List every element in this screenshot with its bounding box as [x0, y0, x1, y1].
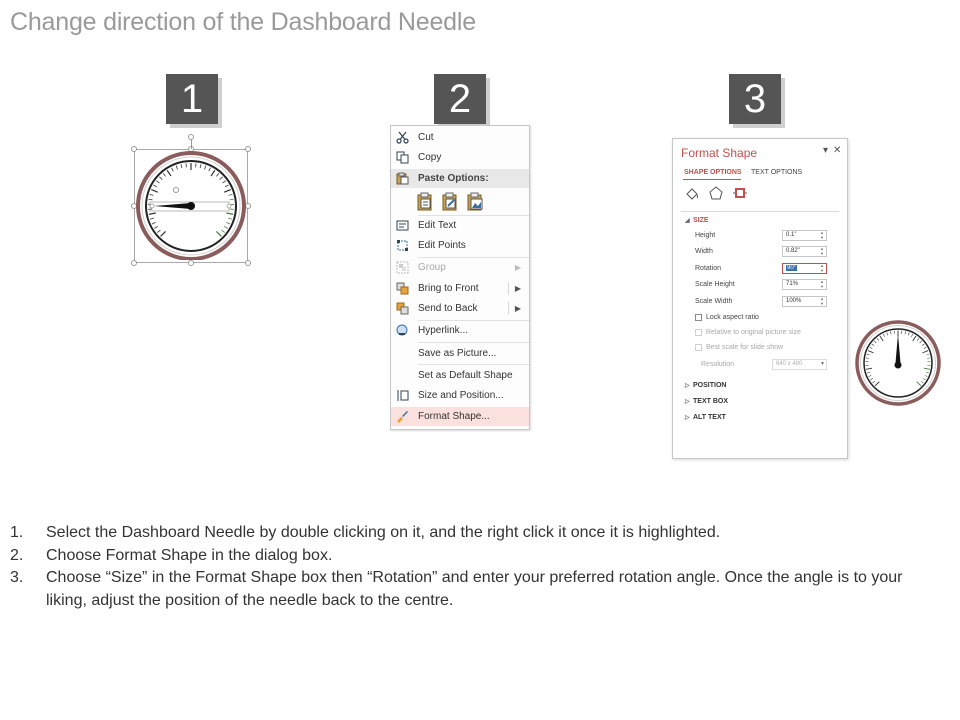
scale-width-label: Scale Width — [695, 298, 733, 305]
menu-item-cut[interactable] — [391, 128, 529, 147]
instruction-text: Choose Format Shape in the dialog box. — [46, 546, 333, 564]
relative-size-checkbox — [695, 329, 702, 336]
tab-shape-options[interactable]: SHAPE OPTIONS — [684, 169, 742, 176]
active-tab-indicator — [683, 179, 741, 180]
edit-text-icon — [396, 219, 409, 232]
paste-keep-formatting-icon[interactable] — [417, 192, 434, 211]
spinner-icon[interactable]: ▲ ▼ — [820, 246, 824, 256]
menu-item-format-shape[interactable] — [391, 407, 529, 426]
resolution-label: Resolution — [701, 361, 735, 368]
menu-separator — [418, 342, 529, 343]
instruction-item — [10, 522, 930, 545]
send-to-back-icon — [396, 302, 409, 315]
section-alt-text[interactable]: ▷ ALT TEXT — [685, 414, 726, 421]
scale-height-label: Scale Height — [695, 281, 735, 288]
section-text-box[interactable]: ▷ TEXT BOX — [685, 398, 729, 405]
menu-item-label: Cut — [418, 132, 434, 143]
rotation-input[interactable]: 90° ▲ ▼ — [782, 263, 827, 274]
width-label: Width — [695, 248, 713, 255]
scale-width-input[interactable]: 100% ▲ ▼ — [782, 296, 827, 307]
paste-picture-icon[interactable] — [467, 192, 484, 211]
menu-item-copy[interactable] — [391, 148, 529, 167]
step-badge-3: 3 — [729, 74, 781, 124]
expand-triangle-icon: ▷ — [685, 415, 690, 421]
instruction-text: Choose “Size” in the Format Shape box then “Rotation” and enter your preferred rotation angle. Once the angle is to your liking, adjust the position of the needle back to the centre. — [46, 569, 903, 609]
group-icon — [396, 261, 409, 274]
submenu-arrow-icon: ▶ — [514, 263, 521, 272]
expand-triangle-icon: ▷ — [685, 399, 690, 405]
resize-handle[interactable] — [245, 260, 251, 266]
best-scale-checkbox — [695, 344, 702, 351]
menu-item-label: Copy — [418, 152, 442, 163]
menu-item-send-to-back[interactable] — [391, 299, 529, 318]
dashboard-gauge-rotated[interactable] — [855, 320, 941, 406]
menu-item-label: Edit Points — [418, 240, 466, 251]
size-properties-icon[interactable] — [733, 186, 747, 200]
shape-options-icon-row — [685, 186, 745, 202]
height-input[interactable]: 0.1" ▲ ▼ — [782, 230, 827, 241]
menu-item-label: Edit Text — [418, 220, 457, 231]
panel-title: Format Shape — [681, 146, 758, 160]
instruction-number: 2. — [10, 546, 24, 564]
menu-item-label: Save as Picture... — [418, 348, 497, 359]
needle-rotate-handle[interactable] — [174, 188, 179, 193]
chevron-down-icon: ▾ — [820, 361, 824, 367]
relative-size-label: Relative to original picture size — [706, 329, 801, 336]
paste-destination-theme-icon[interactable] — [442, 192, 459, 211]
menu-item-label: Size and Position... — [418, 390, 504, 401]
submenu-arrow-icon[interactable]: ▶ — [514, 304, 521, 313]
menu-item-label: Group — [418, 262, 446, 273]
best-scale-label: Best scale for slide show — [706, 344, 784, 351]
height-label: Height — [695, 232, 716, 239]
width-input[interactable]: 0.82" ▲ ▼ — [782, 246, 827, 257]
edit-points-icon — [396, 239, 409, 252]
spinner-icon[interactable]: ▲ ▼ — [820, 230, 824, 240]
spinner-icon[interactable]: ▲ ▼ — [820, 279, 824, 289]
resize-handle[interactable] — [188, 260, 194, 266]
menu-item-label: Hyperlink... — [418, 325, 469, 336]
menu-item-edit-text[interactable] — [391, 216, 529, 235]
spinner-icon[interactable]: ▲ ▼ — [820, 296, 824, 306]
menu-separator — [418, 364, 529, 365]
instruction-number: 3. — [10, 569, 24, 586]
instructions-list — [10, 522, 930, 612]
bring-to-front-icon — [396, 282, 409, 295]
split-divider — [508, 282, 509, 295]
step-badge-1: 1 — [166, 74, 218, 124]
paste-icon — [396, 172, 409, 185]
rotate-handle-stem — [191, 140, 192, 149]
section-position[interactable]: ▷ POSITION — [685, 382, 727, 389]
page-title: Change direction of the Dashboard Needle — [10, 8, 476, 36]
menu-item-label: Bring to Front — [418, 283, 479, 294]
close-icon[interactable]: ✕ — [833, 145, 842, 156]
instruction-text: Select the Dashboard Needle by double clicking on it, and the right click it once it is highlighted. — [46, 524, 721, 541]
divider — [681, 211, 839, 212]
menu-item-set-default-shape[interactable] — [391, 366, 529, 385]
context-menu — [390, 125, 530, 430]
tab-text-options[interactable]: TEXT OPTIONS — [751, 169, 803, 176]
instruction-item — [10, 545, 930, 568]
instruction-item — [10, 567, 930, 612]
copy-icon — [396, 151, 409, 164]
menu-item-bring-to-front[interactable] — [391, 279, 529, 298]
collapse-triangle-icon: ◢ — [685, 218, 690, 224]
menu-item-save-as-picture[interactable] — [391, 344, 529, 363]
scissors-icon — [396, 131, 409, 144]
menu-item-label: Paste Options: — [418, 173, 489, 184]
expand-triangle-icon: ▷ — [685, 383, 690, 389]
menu-item-label: Set as Default Shape — [418, 370, 513, 381]
menu-item-label: Format Shape... — [418, 411, 490, 422]
menu-item-size-position[interactable] — [391, 386, 529, 405]
menu-item-edit-points[interactable] — [391, 236, 529, 255]
menu-item-hyperlink[interactable] — [391, 321, 529, 340]
resolution-select: 640 x 480 ▾ — [772, 359, 827, 370]
lock-aspect-ratio-checkbox[interactable] — [695, 314, 702, 321]
hyperlink-icon — [396, 324, 409, 337]
menu-item-group — [391, 258, 529, 277]
spinner-icon[interactable]: ▲ ▼ — [820, 263, 824, 273]
rotation-label: Rotation — [695, 265, 722, 272]
fill-line-icon[interactable] — [685, 186, 699, 200]
instruction-number: 1. — [10, 524, 24, 541]
menu-item-label: Send to Back — [418, 303, 478, 314]
format-shape-icon — [396, 410, 409, 423]
size-position-icon — [396, 389, 409, 402]
resize-handle[interactable] — [131, 260, 137, 266]
effects-icon[interactable] — [709, 186, 723, 200]
scale-height-input[interactable]: 71% ▲ ▼ — [782, 279, 827, 290]
panel-menu-chevron-icon[interactable]: ▾ — [823, 145, 829, 156]
format-shape-panel — [672, 138, 848, 459]
section-size[interactable]: ◢ SIZE — [685, 217, 709, 224]
submenu-arrow-icon[interactable]: ▶ — [514, 284, 521, 293]
lock-aspect-ratio-label: Lock aspect ratio — [706, 314, 759, 321]
split-divider — [508, 302, 509, 315]
menu-header-paste-options — [391, 169, 529, 188]
dashboard-gauge[interactable] — [136, 150, 246, 260]
step-badge-2: 2 — [434, 74, 486, 124]
